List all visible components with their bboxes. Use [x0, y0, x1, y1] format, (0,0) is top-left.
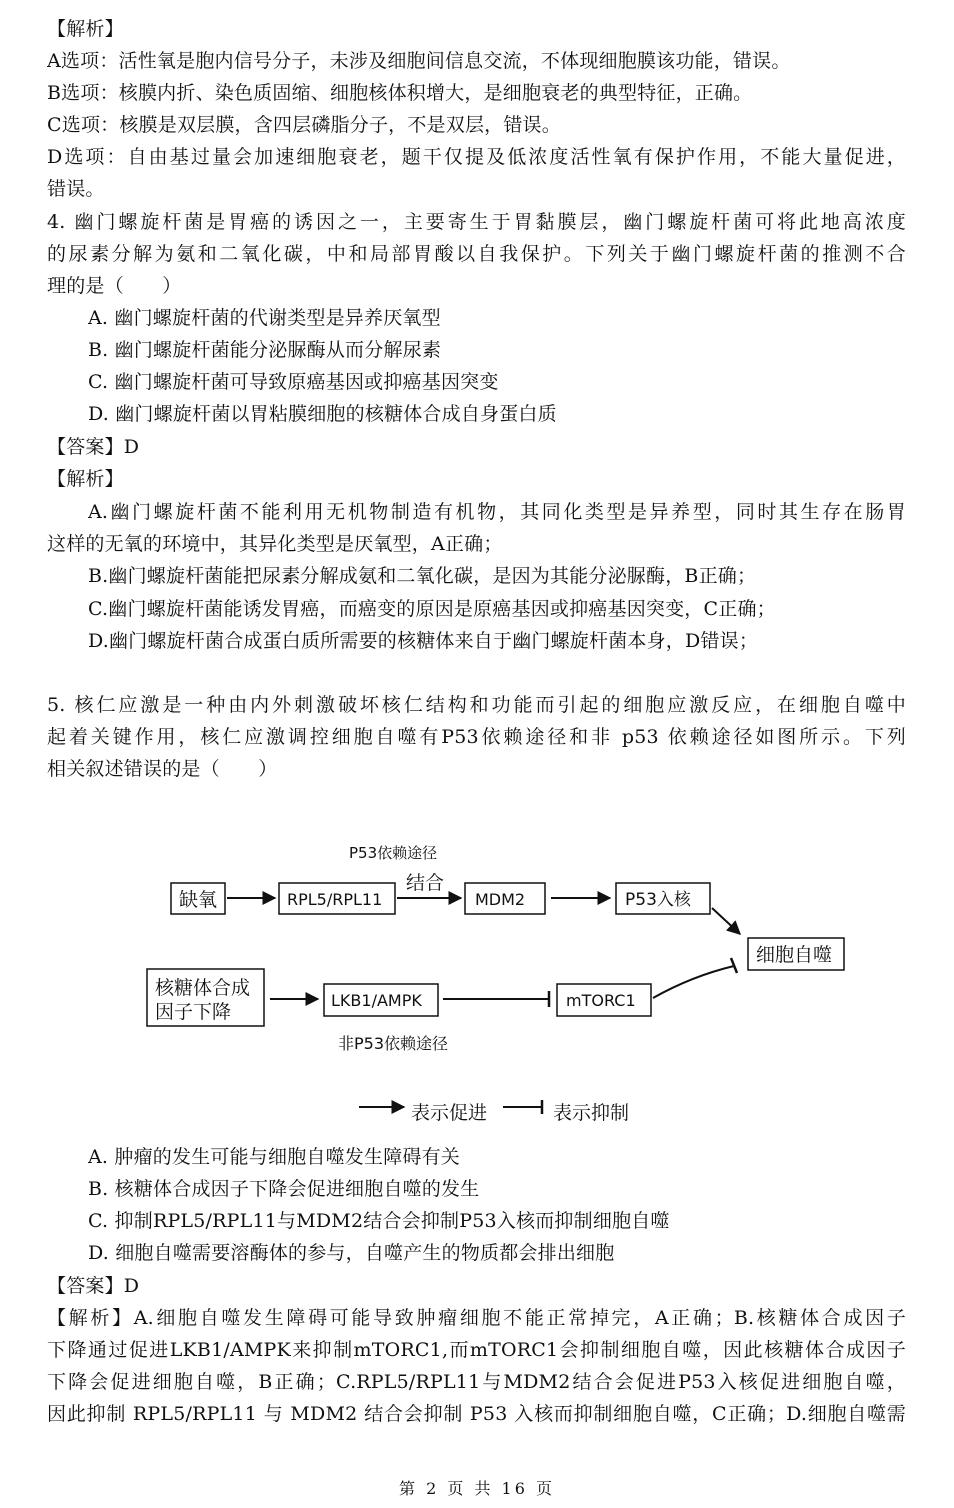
option-a: A. 肿瘤的发生可能与细胞自噬发生障碍有关 — [88, 1146, 461, 1168]
text-line: 【解析】 — [47, 18, 124, 40]
question-5-text: 5. 核仁应激是一种由内外刺激破坏核仁结构和功能而引起的细胞应激反应，在细胞自噬中 — [47, 694, 906, 716]
option-c: C. 幽门螺旋杆菌可导致原癌基因或抑癌基因突变 — [88, 371, 499, 393]
rpl-label: RPL5/RPL11 — [287, 890, 383, 909]
analysis-line: 这样的无氧的环境中，其异化类型是厌氧型，A正确； — [47, 533, 503, 555]
question-5-text: 相关叙述错误的是（ ） — [47, 758, 278, 780]
inhibit-mtorc1-autophagy — [653, 966, 734, 998]
autophagy-label: 细胞自噬 — [756, 944, 833, 966]
bind-label: 结合 — [406, 872, 445, 894]
mdm2-label: MDM2 — [475, 890, 526, 909]
arrow-p53-autophagy — [712, 908, 740, 934]
option-c: C. 抑制RPL5/RPL11与MDM2结合会抑制P53入核而抑制细胞自噬 — [88, 1210, 670, 1232]
question-4-text: 4. 幽门螺旋杆菌是胃癌的诱因之一，主要寄生于胃黏膜层，幽门螺旋杆菌可将此地高浓度 — [47, 211, 906, 233]
question-5-text: 起着关键作用，核仁应激调控细胞自噬有P53依赖途径和非 p53 依赖途径如图所示。下列 — [47, 726, 906, 748]
analysis-line: C.幽门螺旋杆菌能诱发胃癌，而癌变的原因是原癌基因或抑癌基因突变，C正确； — [88, 598, 776, 620]
question-4-text: 的尿素分解为氨和二氧化碳，中和局部胃酸以自我保护。下列关于幽门螺旋杆菌的推测不合 — [47, 243, 906, 265]
analysis-line: B.幽门螺旋杆菌能把尿素分解成氨和二氧化碳，是因为其能分泌脲酶，B正确； — [88, 565, 757, 587]
analysis-line: D.幽门螺旋杆菌合成蛋白质所需要的核糖体来自于幽门螺旋杆菌本身，D错误； — [88, 630, 759, 652]
pathway-diagram — [0, 830, 954, 1130]
non-p53-pathway-label: 非P53依赖途径 — [338, 1034, 449, 1053]
analysis-line: 【解析】A.细胞自噬发生障碍可能导致肿瘤细胞不能正常掉完，A正确；B.核糖体合成因子 — [47, 1307, 906, 1329]
analysis-line: A.幽门螺旋杆菌不能利用无机物制造有机物，其同化类型是异养型，同时其生存在肠胃 — [88, 501, 906, 523]
answer: 【答案】D — [47, 1275, 140, 1297]
option-b: B. 核糖体合成因子下降会促进细胞自噬的发生 — [88, 1178, 480, 1200]
answer: 【答案】D — [47, 436, 140, 458]
option-a: A. 幽门螺旋杆菌的代谢类型是异养厌氧型 — [88, 307, 441, 329]
analysis-line: 下降会促进细胞自噬，B正确；C.RPL5/RPL11与MDM2结合会促进P53入核促进细胞自噬， — [47, 1371, 906, 1393]
option-d: D. 幽门螺旋杆菌以胃粘膜细胞的核糖体合成自身蛋白质 — [88, 403, 557, 425]
p53-pathway-label: P53依赖途径 — [349, 844, 438, 862]
hypoxia-label: 缺氧 — [179, 889, 218, 911]
text-line: A选项：活性氧是胞内信号分子，未涉及细胞间信息交流，不体现细胞膜该功能，错误。 — [47, 50, 791, 72]
option-b: B. 幽门螺旋杆菌能分泌脲酶从而分解尿素 — [88, 339, 442, 361]
analysis-line: 下降通过促进LKB1/AMPK来抑制mTORC1,而mTORC1会抑制细胞自噬，因此核糖体合成因子 — [47, 1339, 906, 1361]
legend-inhibit-label: 表示抑制 — [553, 1102, 630, 1124]
option-d: D. 细胞自噬需要溶酶体的参与，自噬产生的物质都会排出细胞 — [88, 1242, 615, 1264]
page-footer: 第 2 页 共 16 页 — [399, 1479, 555, 1498]
text-line: C选项：核膜是双层膜，含四层磷脂分子，不是双层，错误。 — [47, 114, 561, 136]
legend-promote-label: 表示促进 — [411, 1102, 488, 1124]
ribosome-factor-label-2: 因子下降 — [155, 1001, 232, 1023]
question-4-text: 理的是（ ） — [47, 275, 182, 297]
text-line: B选项：核膜内折、染色质固缩、细胞核体积增大，是细胞衰老的典型特征，正确。 — [47, 82, 753, 104]
lkb1-label: LKB1/AMPK — [331, 991, 422, 1010]
ribosome-factor-label-1: 核糖体合成 — [155, 977, 251, 999]
analysis-line: 因此抑制 RPL5/RPL11 与 MDM2 结合会抑制 P53 入核而抑制细胞自噬，C正确；D.细胞自噬需 — [47, 1403, 906, 1425]
text-line: 错误。 — [47, 178, 105, 200]
text-line: D选项：自由基过量会加速细胞衰老，题干仅提及低浓度活性氧有保护作用，不能大量促进， — [47, 146, 906, 168]
mtorc1-label: mTORC1 — [566, 991, 636, 1010]
p53-nucleus-label: P53入核 — [625, 890, 691, 910]
analysis-heading: 【解析】 — [47, 468, 124, 490]
